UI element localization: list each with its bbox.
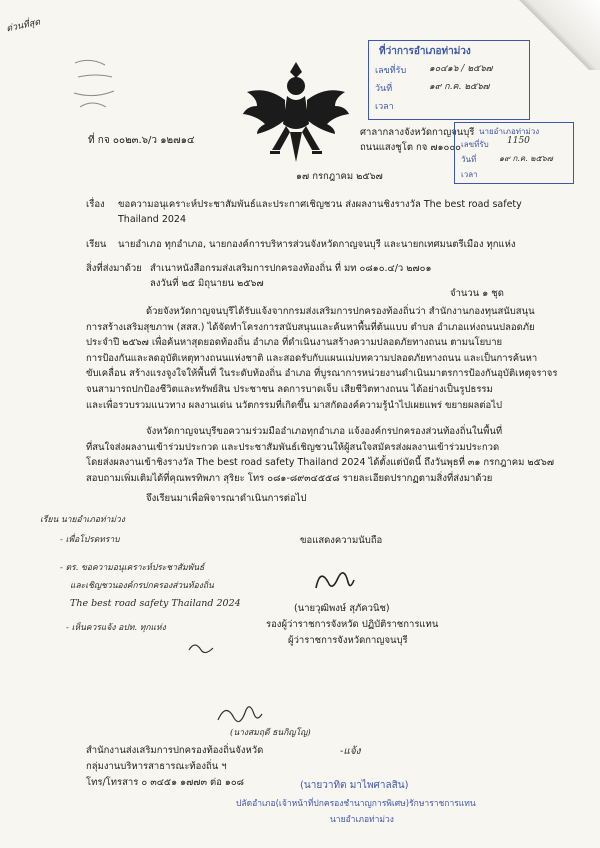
para2-line: สอบถามเพิ่มเติมได้ที่คุณพรทิพภา สุริยะ โทร ๐๘๑-๘๙๓๔๕๕๘ รายละเอียดปรากฏตามสิ่งที่ส่งมาด้วย [86, 472, 493, 484]
para1-line: และเพื่อรวบรวมแนวทาง ผลงานเด่น นวัตกรรมที่เกิดขึ้น มาสกัดองค์ความรู้นำไปเผยแพร่ ขยายผลต่อไป [86, 399, 503, 411]
handwritten-note-4: The best road safety Thailand 2024 [70, 598, 241, 609]
stamp-mid-row2-value: ๑๙ ก.ค. ๒๕๖๗ [499, 154, 553, 163]
closing-request: จึงเรียนมาเพื่อพิจารณาดำเนินการต่อไป [146, 493, 307, 504]
stamp-title: ที่ว่าการอำเภอท่าม่วง [379, 46, 471, 57]
stamp-mid-title: นายอำเภอท่าม่วง [479, 127, 540, 136]
enclosure-count: จำนวน ๑ ชุด [450, 288, 504, 299]
stamp-row1-value: ๑๐๔๑๖ / ๒๕๖๗ [429, 64, 493, 74]
footer-telephone: โทร/โทรสาร ๐ ๓๔๕๑ ๑๗๗๓ ต่อ ๑๐๘ [86, 777, 245, 788]
handwritten-note-0: เรียน นายอำเภอท่าม่วง [40, 515, 125, 525]
signer-name: (นายวุฒิพงษ์ สุภัควนิช) [294, 603, 390, 614]
stamp-row3-label: เวลา [375, 102, 394, 112]
scribble-mark [70, 55, 130, 115]
bottom-note: -แจ้ง [340, 746, 361, 757]
clerk-name: (นางสมฤดี ธนกิญโญ) [230, 728, 311, 738]
stamp-row1-label: เลขที่รับ [375, 66, 407, 76]
handwritten-note-5: - เห็นควรแจ้ง อปท. ทุกแห่ง [66, 623, 166, 633]
document-number: ที่ กจ ๐๐๒๓.๖/ว ๑๒๗๑๔ [88, 135, 195, 146]
para1-line: จนสามารถปกป้องชีวิตและทรัพย์สิน ประชาชน ลดการบาดเจ็บ เสียชีวิตทางถนน ได้อย่างเป็นรูปธรรม [86, 383, 493, 395]
office-line-1: ศาลากลางจังหวัดกาญจนบุรี [360, 127, 475, 138]
signer-position-2: ผู้ว่าราชการจังหวัดกาญจนบุรี [288, 635, 408, 646]
receipt-stamp-mid [454, 122, 574, 184]
garuda-emblem-icon [240, 56, 352, 168]
stamp-row2-label: วันที่ [375, 84, 393, 94]
bottom-signer-name: (นายวาทิต มาไพศาลสิน) [300, 780, 409, 791]
handwritten-note-2: - ตร. ขอความอนุเคราะห์ประชาสัมพันธ์ [60, 563, 205, 573]
para1-line: ขับเคลื่อน สร้างแรงจูงใจให้พื้นที่ ในระดับท้องถิ่น อำเภอ ที่บูรณาการหน่วยงานดำเนินมาตรการป้องกันอุบัติเหตุจราจร [86, 368, 558, 380]
bottom-signer-position-2: นายอำเภอท่าม่วง [330, 815, 394, 825]
handwritten-note-3: และเชิญชวนองค์กรปกครองส่วนท้องถิ่น [70, 581, 214, 591]
bottom-signer-position-1: ปลัดอำเภอ(เจ้าหน้าที่ปกครองชำนาญการพิเศษ)รักษาราชการแทน [236, 799, 476, 809]
para1-line: การสร้างเสริมสุขภาพ (สสส.) ได้จัดทำโครงการสนับสนุนและค้นหาพื้นที่ต้นแบบ ตำบล อำเภอแห่งถนนปลอดภัย [86, 321, 535, 333]
body-paragraph-2 [86, 424, 554, 486]
stamp-mid-row1-label: เลขที่รับ [461, 140, 489, 149]
para1-line: ประจำปี ๒๕๖๗ เพื่อค้นหาสุดยอดท้องถิ่น อำเภอ ที่ดำเนินงานสร้างความปลอดภัยทางถนน ตามนโยบาย [86, 337, 503, 349]
subject-label: เรื่อง [86, 199, 105, 210]
stamp-row2-value: ๑๙ ก.ค. ๒๕๖๗ [429, 82, 490, 92]
clerk-signature [214, 700, 266, 730]
to-label: เรียน [86, 239, 107, 250]
body-paragraph-1 [86, 304, 557, 413]
stamp-mid-row3-label: เวลา [461, 170, 478, 179]
handwritten-note-1: - เพื่อโปรดทราบ [60, 535, 120, 545]
signature-mark [310, 562, 356, 600]
signer-position-1: รองผู้ว่าราชการจังหวัด ปฏิบัติราชการแทน [266, 619, 439, 630]
corner-note: ด่วนที่สุด [5, 17, 42, 35]
receipt-stamp-top [368, 40, 530, 120]
para2-line: จังหวัดกาญจนบุรีขอความร่วมมืออำเภอทุกอำเภอ แจ้งองค์กรปกครองส่วนท้องถิ่นในพื้นที่ [146, 426, 503, 437]
footer-department: สำนักงานส่งเสริมการปกครองท้องถิ่นจังหวัด [86, 745, 264, 756]
subject-line-1: ขอความอนุเคราะห์ประชาสัมพันธ์และประกาศเชิญชวน ส่งผลงานชิงรางวัล The best road safety [118, 199, 522, 210]
office-line-2: ถนนแสงชูโต กจ ๗๑๐๐๐ [360, 142, 461, 153]
stamp-mid-row1-value: 1150 [507, 136, 530, 146]
enclosure-line-1: สำเนาหนังสือกรมส่งเสริมการปกครองท้องถิ่น ที่ มท ๐๘๑๐.๔/ว ๒๗๐๑ [150, 263, 432, 274]
para1-line: ด้วยจังหวัดกาญจนบุรีได้รับแจ้งจากกรมส่งเสริมการปกครองท้องถิ่นว่า สำนักงานกองทุนสนับสนุน [146, 306, 535, 317]
enclosure-line-2: ลงวันที่ ๒๕ มิถุนายน ๒๕๖๗ [150, 278, 264, 289]
para2-line: โดยส่งผลงานเข้าชิงรางวัล The best road safety Thailand 2024 ได้ตั้งแต่บัดนี้ ถึงวันพุธที่ ๓๑ กรกฎาคม ๒๕๖๗ [86, 457, 554, 469]
subject-line-2: Thailand 2024 [118, 214, 186, 225]
document-date: ๑๗ กรกฎาคม ๒๕๖๗ [296, 171, 383, 182]
footer-group: กลุ่มงานบริหารสาธารณะท้องถิ่น ฯ [86, 761, 227, 772]
enclosure-label: สิ่งที่ส่งมาด้วย [86, 263, 142, 274]
to-text: นายอำเภอ ทุกอำเภอ, นายกองค์การบริหารส่วนจังหวัดกาญจนบุรี และนายกเทศมนตรีเมือง ทุกแห่ง [118, 239, 516, 250]
initials-mark [186, 640, 216, 658]
closing-text: ขอแสดงความนับถือ [300, 535, 383, 546]
para2-line: ที่สนใจส่งผลงานเข้าร่วมประกวด และประชาสัมพันธ์เชิญชวนให้ผู้สนใจสมัครส่งผลงานเข้าร่วมประกวด [86, 441, 500, 453]
stamp-mid-row2-label: วันที่ [461, 155, 477, 164]
para1-line: การป้องกันและลดอุบัติเหตุทางถนนแห่งชาติ และสอดรับกับแผนแม่บทความปลอดภัยทางถนน และเป็นการค้นหา [86, 352, 538, 364]
